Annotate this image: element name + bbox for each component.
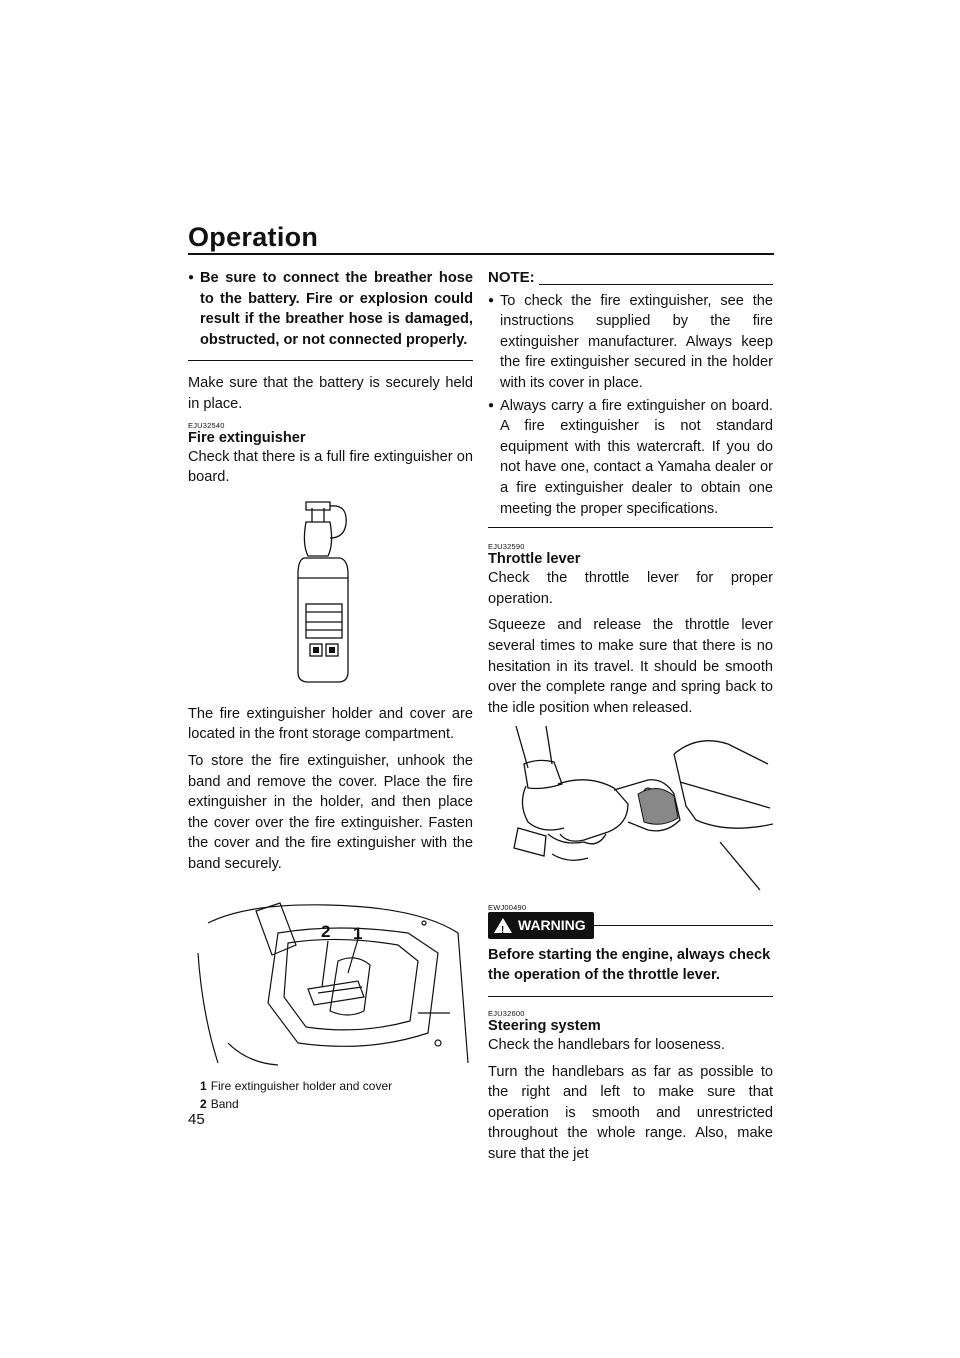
page-title: Operation (188, 222, 319, 252)
warning-header (488, 912, 773, 939)
note-header (488, 268, 773, 289)
callout-2: 2 (321, 921, 331, 941)
note-rule (539, 284, 773, 285)
note-item: ● To check the fire extinguisher, see the instructions supplied by the fire extinguisher manufacturer. Always keep the fire extinguisher secured in the holder with its cover in place. (488, 291, 773, 394)
section-code: EJU32600 (488, 1009, 525, 1019)
section-code: EJU32540 (188, 420, 225, 430)
store-instructions-text: To store the fire extinguisher, unhook the band and remove the cover. Place the fire extinguisher in the holder, and then place the cover over the fire extinguisher. Fasten the cover and the fire extinguisher with the band securely. (188, 752, 473, 872)
warning-rule (594, 925, 773, 927)
note-label: NOTE: (488, 269, 535, 286)
steering-text-2: Turn the handlebars as far as possible to the right and left to make sure that operation is smooth and unrestricted throughout the whole range. Also, make sure that the jet (488, 1063, 773, 1163)
note-item: ● Always carry a fire extinguisher on board. A fire extinguisher is not standard equipment with this watercraft. If you do not have one, contact a Yamaha dealer or a fire extinguisher dealer to obtain one meeting the proper specifications. (488, 396, 773, 520)
battery-text: Make sure that the battery is securely held in place. (188, 375, 473, 412)
throttle-text-1: Check the throttle lever for proper operation. (488, 570, 773, 607)
fire-extinguisher-illustration (188, 494, 473, 704)
legend-item: 1 Fire extinguisher holder and cover (200, 1078, 393, 1093)
note-end-rule (488, 527, 773, 528)
legend-item: 2 Band (200, 1096, 239, 1111)
callout-1: 1 (353, 923, 363, 943)
figure-legend (188, 1077, 473, 1113)
right-column (488, 268, 773, 1171)
warning-continuation (188, 268, 473, 361)
warning-text: Before starting the engine, always check the operation of the throttle lever. (488, 946, 771, 984)
section-code: EWJ00490 (488, 903, 527, 913)
warning-triangle-icon: ! (494, 918, 512, 933)
throttle-lever-heading: Throttle lever (488, 551, 581, 568)
steering-text-1: Check the handlebars for looseness. (488, 1037, 725, 1054)
steering-system-heading: Steering system (488, 1018, 601, 1035)
warning-badge (488, 912, 594, 939)
header-rule (188, 253, 774, 255)
storage-compartment-illustration (188, 893, 473, 1073)
throttle-lever-illustration (488, 724, 773, 899)
page-number: 45 (188, 1111, 205, 1128)
section-code: EJU32590 (488, 542, 525, 552)
left-column (188, 268, 473, 1113)
warning-bullet: ● Be sure to connect the breather hose to the battery. Fire or explosion could result if the breather hose is damaged, obstructed, or not connected properly. (188, 268, 473, 350)
fire-extinguisher-heading: Fire extinguisher (188, 429, 306, 446)
holder-location-text: The fire extinguisher holder and cover are located in the front storage compartment. (188, 705, 473, 743)
warning-box (488, 945, 773, 997)
fire-extinguisher-text: Check that there is a full fire extinguisher on board. (188, 448, 473, 486)
throttle-text-2: Squeeze and release the throttle lever several times to make sure that there is no hesitation in its travel. It should be smooth over the complete range and spring back to the idle position when released. (488, 617, 773, 716)
warning-label: WARNING (518, 917, 586, 934)
